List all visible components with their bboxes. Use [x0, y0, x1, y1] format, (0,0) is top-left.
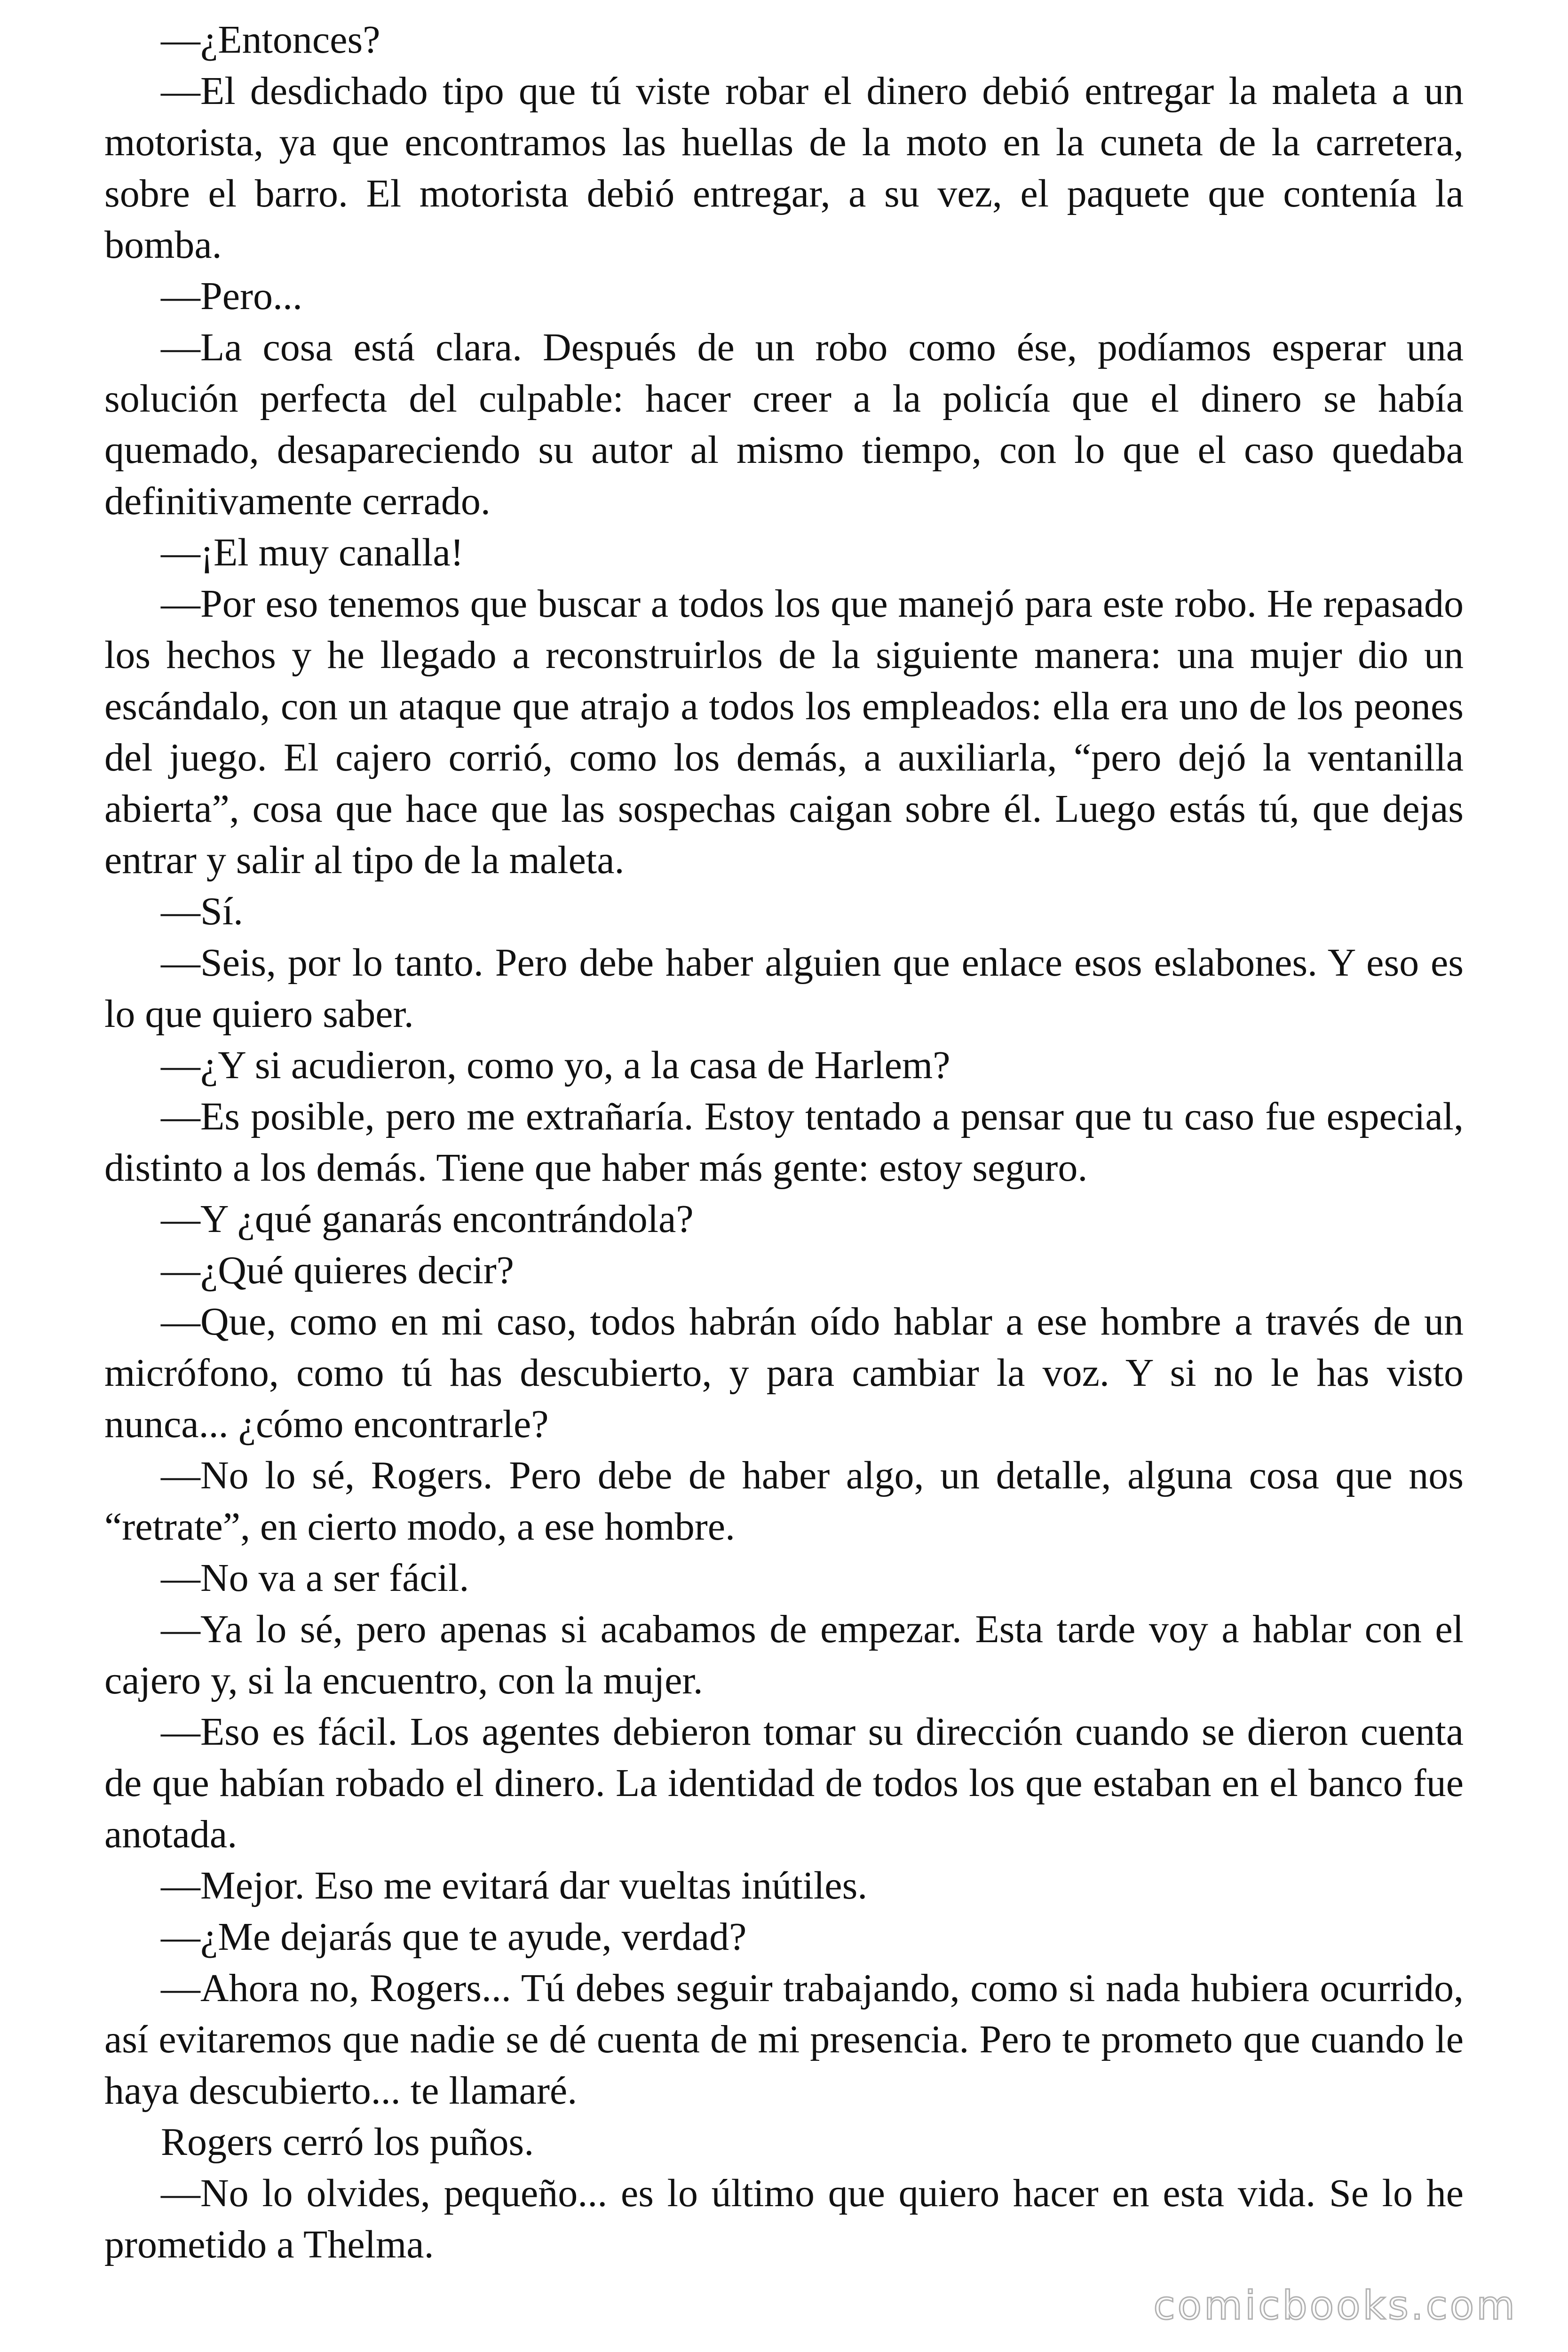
paragraph: —Eso es fácil. Los agentes debieron tomar su dirección cuando se dieron cuenta de que habían robado el dinero. La identidad de todos los que estaban en el banco fue anotada.	[104, 1710, 1464, 1856]
paragraph: —Ya lo sé, pero apenas si acabamos de empezar. Esta tarde voy a hablar con el cajero y, si la encuentro, con la mujer.	[104, 1607, 1464, 1702]
site-watermark: comicbooks.com	[1153, 2282, 1517, 2328]
paragraph: —La cosa está clara. Después de un robo como ése, podíamos esperar una solución perfecta del culpable: hacer creer a la policía que el dinero se había quemado, desapareciendo su autor al mismo tiempo, con lo que el caso quedaba definitivamente cerrado.	[104, 326, 1464, 523]
paragraph: —Que, como en mi caso, todos habrán oído hablar a ese hombre a través de un micrófono, como tú has descubierto, y para cambiar la voz. Y si no le has visto nunca... ¿cómo encontrarle?	[104, 1300, 1464, 1446]
paragraph: —Seis, por lo tanto. Pero debe haber alguien que enlace esos eslabones. Y eso es lo que quiero saber.	[104, 941, 1464, 1036]
paragraph: —Ahora no, Rogers... Tú debes seguir trabajando, como si nada hubiera ocurrido, así evitaremos que nadie se dé cuenta de mi presencia. Pero te prometo que cuando le haya descubierto... te llamaré.	[104, 1966, 1464, 2113]
body-text	[104, 14, 1464, 2270]
paragraph: —Pero...	[161, 274, 302, 318]
paragraph: —¿Qué quieres decir?	[161, 1248, 514, 1292]
paragraph: —Sí.	[161, 890, 244, 933]
paragraph: —¿Me dejarás que te ayude, verdad?	[161, 1915, 747, 1959]
paragraph: —¿Y si acudieron, como yo, a la casa de Harlem?	[161, 1043, 950, 1087]
paragraph: —El desdichado tipo que tú viste robar el dinero debió entregar la maleta a un motorista, ya que encontramos las huellas de la moto en la cuneta de la carretera, sobre el barro. El motorista debió entregar, a su vez, el paquete que contenía la bomba.	[104, 69, 1464, 267]
paragraph: —Por eso tenemos que buscar a todos los que manejó para este robo. He repasado los hechos y he llegado a reconstruirlos de la siguiente manera: una mujer dio un escándalo, con un ataque que atrajo a todos los empleados: ella era uno de los peones del juego. El cajero corrió, como los demás, a auxiliarla, “pero dejó la ventanilla abierta”, cosa que hace que las sospechas caigan sobre él. Luego estás tú, que dejas entrar y salir al tipo de la maleta.	[104, 582, 1464, 882]
paragraph: —No lo olvides, pequeño... es lo último que quiero hacer en esta vida. Se lo he prometido a Thelma.	[104, 2171, 1464, 2266]
paragraph: —Es posible, pero me extrañaría. Estoy tentado a pensar que tu caso fue especial, distinto a los demás. Tiene que haber más gente: estoy seguro.	[104, 1095, 1464, 1190]
paragraph: —¡El muy canalla!	[161, 531, 464, 574]
paragraph: —No lo sé, Rogers. Pero debe de haber algo, un detalle, alguna cosa que nos “retrate”, en cierto modo, a ese hombre.	[104, 1454, 1464, 1549]
paragraph: Rogers cerró los puños.	[161, 2120, 534, 2164]
paragraph: —No va a ser fácil.	[161, 1556, 469, 1600]
paragraph: —Y ¿qué ganarás encontrándola?	[161, 1197, 694, 1241]
paragraph: —¿Entonces?	[161, 18, 380, 62]
paragraph: —Mejor. Eso me evitará dar vueltas inútiles.	[161, 1864, 868, 1907]
